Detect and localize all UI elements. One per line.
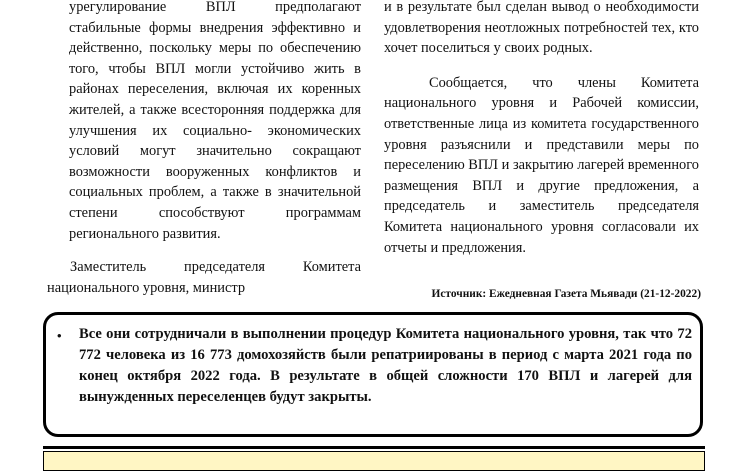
left-column bbox=[47, 0, 361, 298]
source-citation: Источник: Ежедневная Газета Мьявади (21-12-2022) bbox=[431, 288, 701, 300]
left-line: районах переселения, включая их bbox=[69, 81, 293, 98]
bullet-item bbox=[57, 324, 692, 408]
left-line: экономических условий могут bbox=[69, 122, 361, 160]
left-line: чтобы ВПЛ могли устойчиво жить в bbox=[108, 60, 361, 77]
left-paragraph-1 bbox=[69, 0, 361, 244]
highlight-box bbox=[43, 312, 703, 437]
bullet-text: Все они сотрудничали в выполнении процедур Комитета национального уровня, так что 72 772 человека из 16 773 домохозяйств были репатриированы в период с марта 2021 года по конец октября 2022 года. В результате в общей сложности 170 ВПЛ и лагерей для вынужденных переселенцев будут закрыты. bbox=[79, 326, 692, 405]
bullet-dot-icon: • bbox=[57, 328, 62, 343]
divider-rule bbox=[43, 446, 705, 449]
left-line: значительно сокращают возможности bbox=[69, 143, 361, 180]
left-paragraph-2: Заместитель председателя Комитета национального уровня, министр bbox=[47, 259, 361, 296]
yellow-panel bbox=[43, 451, 705, 471]
right-column bbox=[384, 0, 699, 258]
left-line: вооруженных конфликтов и социальных bbox=[69, 163, 361, 201]
left-line: внедрения эффективно и действенно, bbox=[69, 19, 361, 57]
right-line: удовлетворения неотложных потребностей bbox=[384, 19, 649, 36]
right-line: и в результате был сделан вывод о необходимости bbox=[384, 0, 699, 15]
bullet-list bbox=[57, 324, 692, 408]
right-paragraph-1 bbox=[384, 0, 699, 59]
left-line: урегулирование ВПЛ предполагают стабильные формы bbox=[69, 0, 361, 36]
left-line: регионального развития. bbox=[69, 225, 221, 242]
right-line: тех, кто хочет поселиться у своих родных. bbox=[384, 19, 699, 57]
left-line: поскольку меры по обеспечению того, bbox=[69, 40, 361, 77]
left-line: поддержка для улучшения их социально- bbox=[69, 101, 361, 139]
left-line: проблем, а также в значительной степени bbox=[69, 184, 361, 221]
left-line: коренных жителей, а также всесторонняя bbox=[69, 81, 361, 118]
right-paragraph-2: Сообщается, что члены Комитета национального уровня и Рабочей комиссии, ответственные лица из комитета государственного уровня разъяснили и представили меры по переселению ВПЛ и закрытию лагерей временного размещения ВПЛ и другие предложения, а председатель и заместитель председателя Комитета национального уровня согласовали их отчеты и предложения. bbox=[384, 74, 699, 256]
left-line: способствуют программам bbox=[158, 204, 361, 221]
